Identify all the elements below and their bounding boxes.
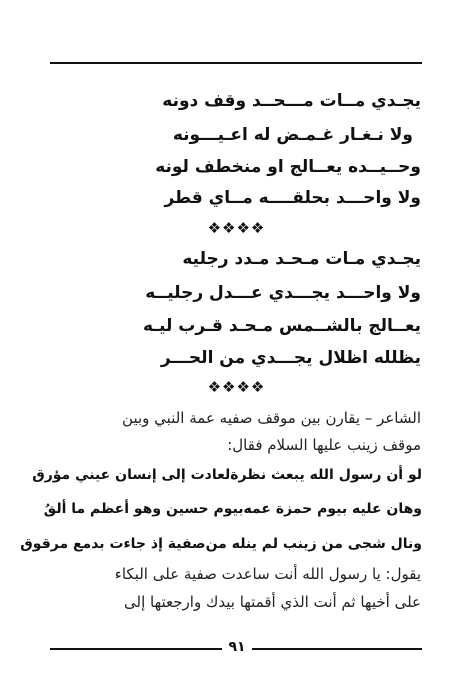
- closing-line-1: يقول: يا رسول الله أنت ساعدت صفية على البكاء: [114, 565, 421, 583]
- poem-line-1: يجـدي مــات مـــحــد وقف دونه: [162, 91, 421, 111]
- intro-line-2: موقف زينب عليها السلام فقال:: [227, 436, 421, 454]
- poem-line-7: يعــالج بالشــمس مـحـد قـرب ليـه: [142, 316, 421, 336]
- verse-second-hemistich: لعادت إلى إنسان عيني مؤرق: [32, 467, 231, 483]
- verse-row-2: [43, 501, 422, 517]
- poem-line-3: وحــيــده يعــالج او منخطف لونه: [155, 157, 421, 177]
- verse-first-hemistich: لو أن رسول الله يبعث نظرة: [230, 467, 422, 483]
- verse-row-3: [20, 536, 422, 552]
- verse-first-hemistich: ونال شجى من زينب لم ينله من: [205, 536, 422, 552]
- poem-line-2: ولا نـغـار غـمـض له اعـيـــونه: [172, 125, 413, 145]
- page-number: ٩١: [228, 639, 246, 655]
- verse-first-hemistich: وهان عليه بيوم حمزة عمه: [243, 501, 422, 517]
- top-rule: [50, 62, 422, 64]
- poem-line-4: ولا واحـــد بحلقــــه مــاي قطر: [164, 188, 421, 208]
- footer-rule-left: [50, 648, 222, 650]
- footer-rule-right: [252, 648, 422, 650]
- verse-second-hemistich: بيوم حسين وهو أعظم ما ألقُ: [43, 501, 244, 517]
- verse-second-hemistich: صفية إذ جاءت بدمع مرقوق: [20, 536, 206, 552]
- stanza-separator-1: ❖❖❖❖: [207, 219, 266, 237]
- poem-line-6: ولا واحـــد يجـــدي عـــدل رجليــه: [145, 283, 421, 303]
- page-footer: [0, 639, 473, 659]
- closing-line-2: على أخيها ثم أنت الذي أقمتها بيدك وارجعتها إلى: [124, 593, 421, 611]
- poem-line-8: يظلله اظلال يجـــدي من الحـــر: [160, 348, 421, 368]
- poem-line-5: يجـدي مـات مـحـد مـدد رجليه: [182, 249, 421, 269]
- stanza-separator-2: ❖❖❖❖: [207, 378, 266, 396]
- verse-row-1: [32, 467, 422, 483]
- intro-line-1: الشاعر – يقارن بين موقف صفيه عمة النبي وبين: [122, 409, 421, 427]
